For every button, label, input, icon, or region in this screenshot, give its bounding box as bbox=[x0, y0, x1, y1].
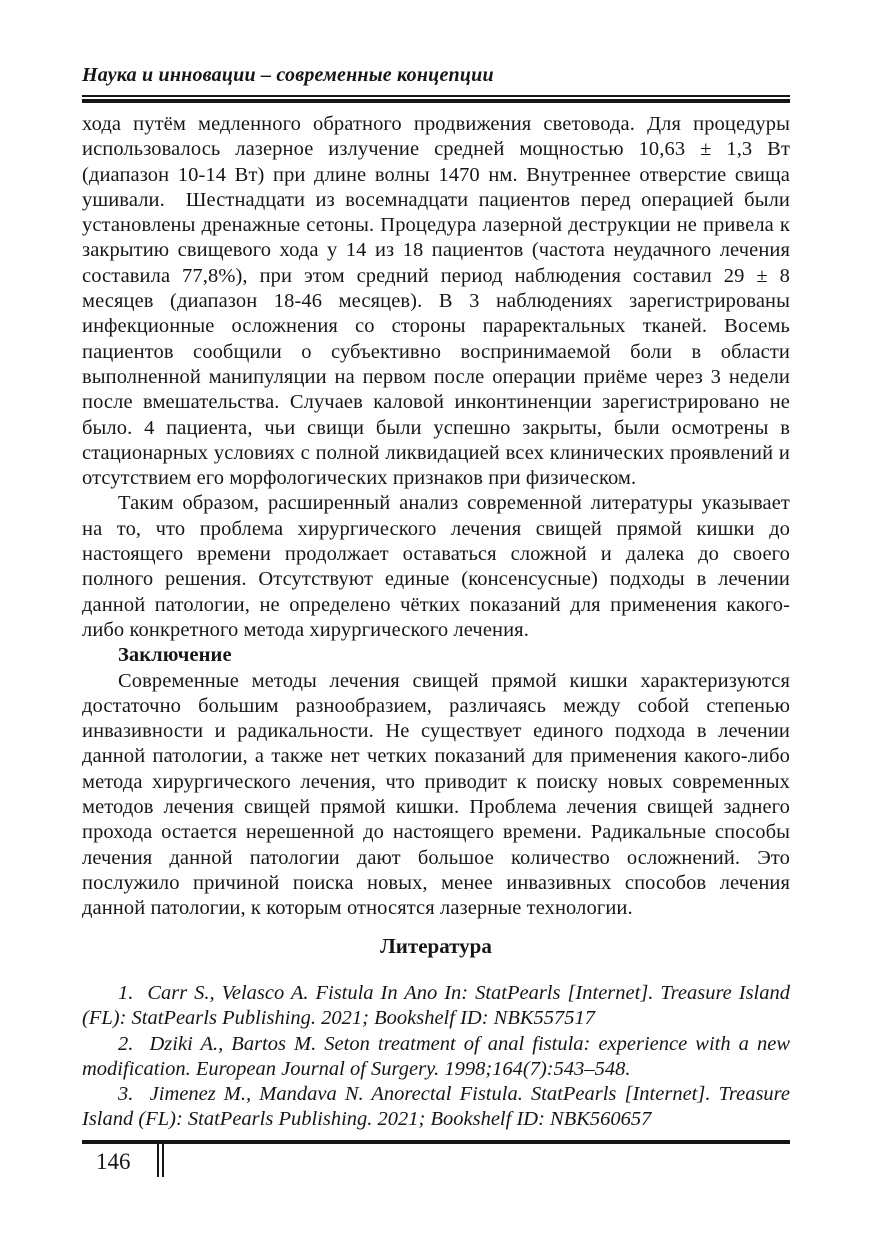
literature-heading: Литература bbox=[380, 934, 492, 958]
footer-rule bbox=[82, 1140, 790, 1144]
conclusion-heading: Заключение bbox=[118, 644, 232, 667]
reference-list bbox=[82, 981, 790, 1133]
body-paragraph: хода путём медленного обратного продвижения световода. Для процедуры использовалось лазерное излучение средней мощностью 10,63 ± 1,3 Вт (диапазон 10-14 Вт) при длине волны 1470 нм. Внутреннее отверстие свища ушивали. Шестнадцати из восемнадцати пациентов перед операцией были установлены дренажные сетоны. Процедура лазерной деструкции не привела к закрытию свищевого хода у 14 из 18 пациентов (частота неудачного лечения составила 77,8%), при этом средний период наблюдения составил 29 ± 8 месяцев (диапазон 18-46 месяцев). В 3 наблюдениях зарегистрированы инфекционные осложнения со стороны параректальных тканей. Восемь пациентов сообщили о субъективно воспринимаемой боли в области выполненной манипуляции на первом после операции приёме через 3 недели после вмешательства. Случаев каловой инконтиненции зарегистрировано не было. 4 пациента, чьи свищи были успешно закрыты, были осмотрены в стационарных условиях с полной ликвидацией всех клинических проявлений и отсутствием его морфологических признаков при физическом. bbox=[82, 113, 790, 490]
body-paragraph: Таким образом, расширенный анализ современной литературы указывает на то, что проблема хирургического лечения свищей прямой кишки до настоящего времени продолжает оставаться сложной и далека до своего полного решения. Отсутствуют единые (консенсусные) подходы в лечении данной патологии, не определено чётких показаний для применения какого-либо конкретного метода хирургического лечения. bbox=[82, 492, 790, 641]
header-double-rule bbox=[82, 95, 790, 103]
body-text-block bbox=[82, 112, 790, 934]
reference-item: 1. Carr S., Velasco A. Fistula In Ano In: StatPearls [Internet]. Treasure Island (FL): StatPearls Publishing. 2021; Bookshelf ID: NBK557517 bbox=[82, 982, 790, 1030]
conclusion-paragraph: Современные методы лечения свищей прямой кишки характеризуются достаточно большим разнообразием, различаясь между собой степенью инвазивности и радикальности. Не существует единого подхода в лечении данной патологии, а также нет четких показаний для применения какого-либо метода хирургического лечения, что приводит к поиску новых современных методов лечения свищей прямой кишки. Проблема лечения свищей заднего прохода остается нерешенной до настоящего времени. Радикальные способы лечения данной патологии дают большое количество осложнений. Это послужило причиной поиска новых, менее инвазивных способов лечения данной патологии, к которым относятся лазерные технологии. bbox=[82, 669, 790, 920]
reference-item: 3. Jimenez M., Mandava N. Anorectal Fistula. StatPearls [Internet]. Treasure Island (FL): StatPearls Publishing. 2021; Bookshelf ID: NBK560657 bbox=[82, 1083, 790, 1131]
page-number: 146 bbox=[96, 1149, 131, 1174]
reference-item: 2. Dziki A., Bartos M. Seton treatment of anal fistula: experience with a new modification. European Journal of Surgery. 1998;164(7):543–548. bbox=[82, 1032, 790, 1080]
footer-double-bar-mark bbox=[157, 1141, 164, 1177]
text-column bbox=[82, 0, 790, 1240]
running-header: Наука и инновации – современные концепции bbox=[82, 64, 494, 86]
